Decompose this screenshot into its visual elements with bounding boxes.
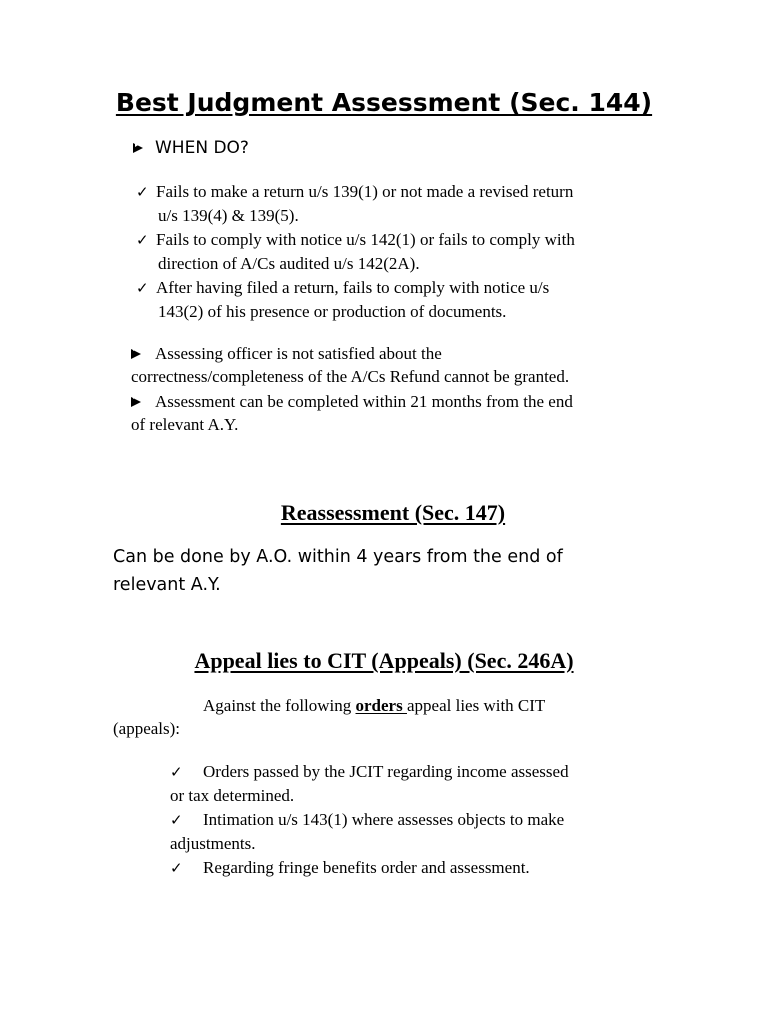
- checkmark-icon: ✓: [170, 859, 183, 877]
- condition-item: ✓ Fails to make a return u/s 139(1) or not made a revised return u/s 139(4) & 139(5).: [136, 182, 574, 225]
- checkmark-icon: ✓: [136, 279, 149, 297]
- checkmark-icon: ✓: [136, 183, 149, 201]
- orders-emphasis: orders: [355, 696, 407, 715]
- arrow-bullet-icon: [133, 138, 145, 150]
- reassessment-title: Reassessment (Sec. 147): [280, 500, 506, 525]
- checkmark-icon: ✓: [136, 231, 149, 249]
- appeal-item: ✓ Intimation u/s 143(1) where assesses objects to make adjustments.: [170, 810, 565, 853]
- checkmark-icon: ✓: [170, 811, 183, 829]
- appeal-intro: Against the following orders appeal lies with CIT (appeals):: [113, 696, 546, 738]
- point-item: Assessing officer is not satisfied about the correctness/completeness of the A/Cs Refund cannot be granted.: [131, 344, 570, 386]
- page-title: Best Judgment Assessment (Sec. 144): [115, 88, 653, 117]
- arrow-bullet-icon: [131, 390, 143, 402]
- appeal-item: ✓ Orders passed by the JCIT regarding income assessed or tax determined.: [170, 762, 569, 805]
- appeal-item: ✓ Regarding fringe benefits order and assessment.: [170, 856, 670, 880]
- when-heading: WHEN DO?: [133, 138, 249, 158]
- point-item: Assessment can be completed within 21 months from the end of relevant A.Y.: [131, 392, 573, 434]
- condition-item: ✓ Fails to comply with notice u/s 142(1) or fails to comply with direction of A/Cs audited u/s 142(2A).: [136, 230, 575, 273]
- arrow-bullet-icon: [131, 342, 143, 354]
- condition-item: ✓ After having filed a return, fails to comply with notice u/s 143(2) of his presence or production of documents.: [136, 278, 550, 321]
- appeal-title: Appeal lies to CIT (Appeals) (Sec. 246A): [194, 648, 574, 673]
- checkmark-icon: ✓: [170, 763, 183, 781]
- reassessment-text: Can be done by A.O. within 4 years from the end of relevant A.Y.: [113, 547, 563, 595]
